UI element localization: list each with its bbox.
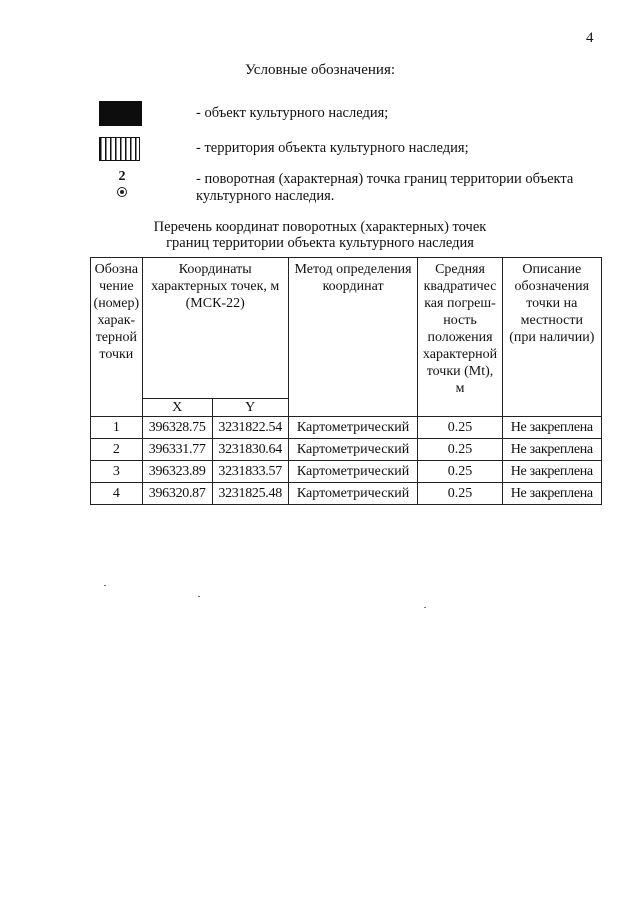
- cell-error: 0.25: [418, 439, 502, 461]
- header-error: Средняя квадратичес кая погреш- ность положения характерной точки (Mt), м: [418, 258, 502, 417]
- header-num: Обозна чение (номер) харак- терной точки: [91, 258, 143, 417]
- table-title: [0, 219, 640, 251]
- scan-speck: [104, 585, 106, 586]
- cell-x: 396331.77: [142, 439, 212, 461]
- turning-point-symbol: [110, 169, 134, 197]
- cell-x: 396328.75: [142, 417, 212, 439]
- header-method: Метод определения координат: [288, 258, 418, 417]
- circled-point-icon: [117, 187, 127, 197]
- cell-error: 0.25: [418, 461, 502, 483]
- cell-x: 396320.87: [142, 483, 212, 505]
- table-title-line-2: границ территории объекта культурного наследия: [166, 235, 474, 251]
- legend-item-text: - территория объекта культурного наследия;: [196, 140, 469, 156]
- cell-y: 3231830.64: [212, 439, 288, 461]
- cell-y: 3231833.57: [212, 461, 288, 483]
- cell-num: 1: [91, 417, 143, 439]
- scan-speck: [198, 596, 200, 597]
- table-row: [91, 439, 602, 461]
- cell-method: Картометрический: [288, 461, 418, 483]
- cell-method: Картометрический: [288, 483, 418, 505]
- header-coords: Координаты характерных точек, м (МСК-22): [142, 258, 288, 399]
- cultural-heritage-object-symbol-icon: [99, 101, 142, 126]
- table-row: [91, 417, 602, 439]
- cell-num: 2: [91, 439, 143, 461]
- header-x: X: [142, 399, 212, 417]
- legend-title: Условные обозначения:: [244, 62, 396, 78]
- cell-method: Картометрический: [288, 417, 418, 439]
- table-row: [91, 461, 602, 483]
- legend-item-text: - объект культурного наследия;: [196, 105, 389, 121]
- cell-description: Не закреплена: [502, 439, 601, 461]
- cell-description: Не закреплена: [502, 483, 601, 505]
- table-row: [91, 483, 602, 505]
- cell-error: 0.25: [418, 483, 502, 505]
- cell-description: Не закреплена: [502, 417, 601, 439]
- cell-description: Не закреплена: [502, 461, 601, 483]
- cell-x: 396323.89: [142, 461, 212, 483]
- territory-hatch-symbol-icon: [99, 137, 140, 161]
- page-number: 4: [586, 30, 594, 46]
- header-y: Y: [212, 399, 288, 417]
- cell-error: 0.25: [418, 417, 502, 439]
- cell-num: 4: [91, 483, 143, 505]
- cell-y: 3231825.48: [212, 483, 288, 505]
- point-symbol-label: 2: [118, 169, 126, 184]
- legend-item-text: - поворотная (характерная) точка границ территории объекта культурного наследия.: [196, 171, 574, 204]
- coordinates-table: [90, 257, 602, 505]
- cell-method: Картометрический: [288, 439, 418, 461]
- header-description: Описание обозначения точки на местности (при наличии): [502, 258, 601, 417]
- scan-speck: [424, 607, 426, 608]
- cell-num: 3: [91, 461, 143, 483]
- cell-y: 3231822.54: [212, 417, 288, 439]
- table-title-line-1: Перечень координат поворотных (характерных) точек: [153, 219, 487, 235]
